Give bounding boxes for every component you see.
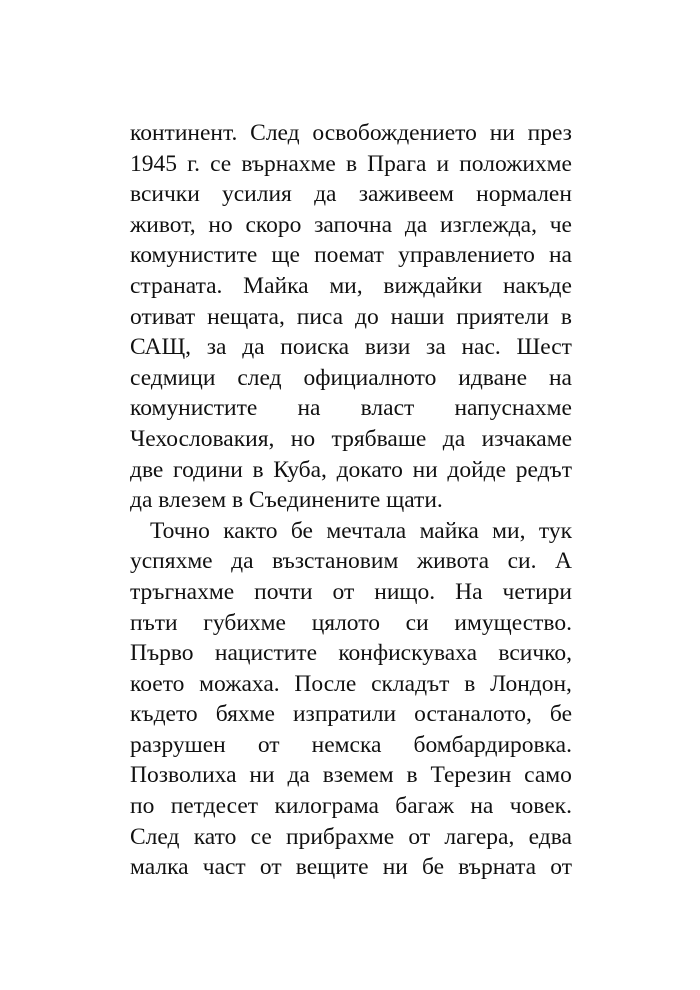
word: А [554, 548, 572, 575]
text-line [130, 363, 572, 394]
word: нищо. [374, 578, 436, 605]
word: да [404, 211, 428, 238]
text-line-words [130, 791, 572, 822]
word: лагера, [444, 823, 515, 850]
word: Прага [367, 150, 427, 177]
text-line-words [130, 302, 572, 333]
word: изпратили [292, 701, 397, 728]
text-line [130, 424, 572, 455]
word: страната. [130, 272, 223, 299]
word: ще [271, 242, 300, 269]
word: докато [336, 456, 403, 483]
word: живота [416, 548, 490, 575]
word: да [442, 425, 466, 452]
text-line-words [130, 608, 572, 639]
text-line-words [130, 638, 572, 669]
text-line-words [130, 363, 572, 394]
word: от [257, 731, 280, 758]
word: Позволиха [130, 762, 237, 789]
word: килограма [274, 793, 379, 820]
word: комунистите [130, 395, 258, 422]
word: бе [422, 854, 445, 881]
word: да [231, 548, 254, 575]
word: наши [390, 303, 445, 330]
word: нормален [476, 181, 572, 208]
word: за [206, 334, 227, 361]
word: ми, [492, 517, 526, 544]
word: губихме [203, 609, 286, 636]
word: ни [249, 762, 275, 789]
word: на [548, 364, 572, 391]
word: от [259, 854, 282, 881]
word: власт [360, 395, 415, 422]
word: само [524, 762, 572, 789]
text-line-words [130, 669, 572, 700]
text-line [130, 271, 572, 302]
word: всичко, [498, 640, 572, 667]
word: майка [419, 517, 479, 544]
word: си. [507, 548, 537, 575]
text-line [130, 730, 572, 761]
word: в [560, 303, 572, 330]
text-line-words [130, 852, 572, 883]
word: почти [254, 578, 313, 605]
word: На [455, 578, 483, 605]
word: в [464, 670, 476, 697]
text-line [130, 516, 572, 547]
text-line-words [130, 577, 572, 608]
page-body-text [130, 118, 572, 883]
word: управлението [398, 242, 535, 269]
word: трябваше [331, 425, 427, 452]
text-line-words [130, 240, 572, 271]
word: приятели [456, 303, 549, 330]
word: поемат [314, 242, 384, 269]
word: заживеем [358, 181, 454, 208]
text-line [130, 760, 572, 791]
text-line-words [130, 822, 572, 853]
word: от [408, 823, 431, 850]
word: тръгнахме [130, 578, 235, 605]
word: от [550, 854, 572, 881]
text-line [130, 546, 572, 577]
word: континент. [130, 120, 238, 146]
word: което [130, 670, 185, 697]
word: Куба, [273, 456, 327, 483]
word: както [223, 517, 278, 544]
word: немска [311, 731, 382, 758]
word: имущество. [454, 609, 572, 636]
word: едва [528, 823, 572, 850]
word: възстановим [272, 548, 399, 575]
word: След [130, 823, 180, 850]
text-line-words [150, 516, 572, 547]
text-line [130, 638, 572, 669]
word: вещите [295, 854, 369, 881]
word: си [405, 609, 429, 636]
text-line-words [130, 149, 572, 180]
text-line [130, 210, 572, 241]
word: нас. [461, 334, 501, 361]
word: част [202, 854, 246, 881]
text-line-words [130, 730, 572, 761]
text-line [130, 179, 572, 210]
word: като [193, 823, 237, 850]
word: писа [296, 303, 344, 330]
word: в [252, 456, 264, 483]
text-line-words [130, 546, 572, 577]
text-line [130, 577, 572, 608]
text-line [130, 791, 572, 822]
word: САЩ, [130, 334, 192, 361]
word: но [290, 425, 316, 452]
text-line-words [130, 424, 572, 455]
word: скоро [245, 211, 302, 238]
text-line [130, 852, 572, 883]
word: изчакаме [481, 425, 572, 452]
word: визи [364, 334, 411, 361]
word: петдесет [170, 793, 259, 820]
word: напуснахме [454, 395, 572, 422]
word: четири [502, 578, 572, 605]
text-line-words [130, 332, 572, 363]
word: тук [538, 517, 572, 544]
word: ни [382, 854, 408, 881]
word: бе [290, 517, 313, 544]
word: Лондон, [490, 670, 572, 697]
text-line [130, 240, 572, 271]
text-line [130, 332, 572, 363]
word: Чехословакия, [130, 425, 275, 452]
word: виждайки [383, 272, 483, 299]
word: пъти [130, 609, 178, 636]
word: две [130, 456, 164, 483]
word: вземем [322, 762, 394, 789]
word: багаж [395, 793, 454, 820]
word: отиват [130, 303, 196, 330]
word: След [250, 120, 300, 146]
word: нещата, [207, 303, 285, 330]
word: успяхме [130, 548, 213, 575]
word: бомбардировка. [413, 731, 572, 758]
word: върнахме [241, 150, 336, 177]
text-line-words [130, 271, 572, 302]
word: започна [314, 211, 393, 238]
text-line-words [130, 699, 572, 730]
text-line [130, 608, 572, 639]
word: се [250, 823, 272, 850]
word: където [130, 701, 198, 728]
word: разрушен [130, 731, 226, 758]
text-line [130, 669, 572, 700]
word: останалото, [414, 701, 532, 728]
word: след [237, 364, 282, 391]
word: складът [371, 670, 450, 697]
word: цялото [311, 609, 380, 636]
word: мечтала [326, 517, 407, 544]
word: да [314, 181, 337, 208]
word: усилия [222, 181, 292, 208]
word: всички [130, 181, 200, 208]
word: комунистите [130, 242, 258, 269]
word: човек. [509, 793, 572, 820]
word: в [406, 762, 418, 789]
text-line [130, 822, 572, 853]
word: на [297, 395, 321, 422]
text-line [130, 393, 572, 424]
word: се [210, 150, 232, 177]
word: После [294, 670, 357, 697]
word: положихме [459, 150, 572, 177]
word: малка [130, 854, 189, 881]
word: години [173, 456, 243, 483]
word: поиска [280, 334, 350, 361]
word: накъде [502, 272, 572, 299]
text-line [130, 699, 572, 730]
word: че [549, 211, 572, 238]
word: идване [458, 364, 528, 391]
text-line [130, 118, 572, 149]
text-line [130, 302, 572, 333]
word: редът [515, 456, 572, 483]
text-line-words [130, 179, 572, 210]
word: ми, [329, 272, 363, 299]
text-line-words [130, 760, 572, 791]
word: върната [458, 854, 537, 881]
word: да [287, 762, 310, 789]
word: нацистите [214, 640, 318, 667]
text-line [130, 149, 572, 180]
word: в [345, 150, 358, 177]
word: за [426, 334, 446, 361]
word: на [470, 793, 494, 820]
word: бе [549, 701, 572, 728]
word: до [355, 303, 379, 330]
word: 1945 [130, 150, 177, 177]
word: ни [412, 456, 438, 483]
word: на [548, 242, 572, 269]
word: Точно [150, 517, 210, 544]
word: изглежда, [439, 211, 537, 238]
word: г. [187, 150, 200, 177]
text-line [130, 455, 572, 486]
text-line-words [130, 393, 572, 424]
text-line-words [130, 118, 572, 149]
text-line-words [130, 210, 572, 241]
word: но [208, 211, 233, 238]
word: от [332, 578, 355, 605]
word: и [436, 150, 450, 177]
word: седмици [130, 364, 216, 391]
word: бяхме [215, 701, 275, 728]
word: официалното [303, 364, 437, 391]
text-line-words [130, 455, 572, 486]
word: конфискуваха [338, 640, 478, 667]
word: Първо [130, 640, 194, 667]
word: освобождението [312, 120, 477, 146]
word: ни [489, 120, 515, 146]
word: Терезин [430, 762, 512, 789]
word: прибрахме [286, 823, 395, 850]
word: по [130, 793, 155, 820]
text-line: да влезем в Съединените щати. [130, 487, 443, 514]
word: да [242, 334, 265, 361]
word: дойде [447, 456, 507, 483]
word: можаха. [199, 670, 280, 697]
word: Шест [516, 334, 572, 361]
word: през [527, 120, 572, 146]
word: Майка [243, 272, 309, 299]
word: живот, [130, 211, 196, 238]
